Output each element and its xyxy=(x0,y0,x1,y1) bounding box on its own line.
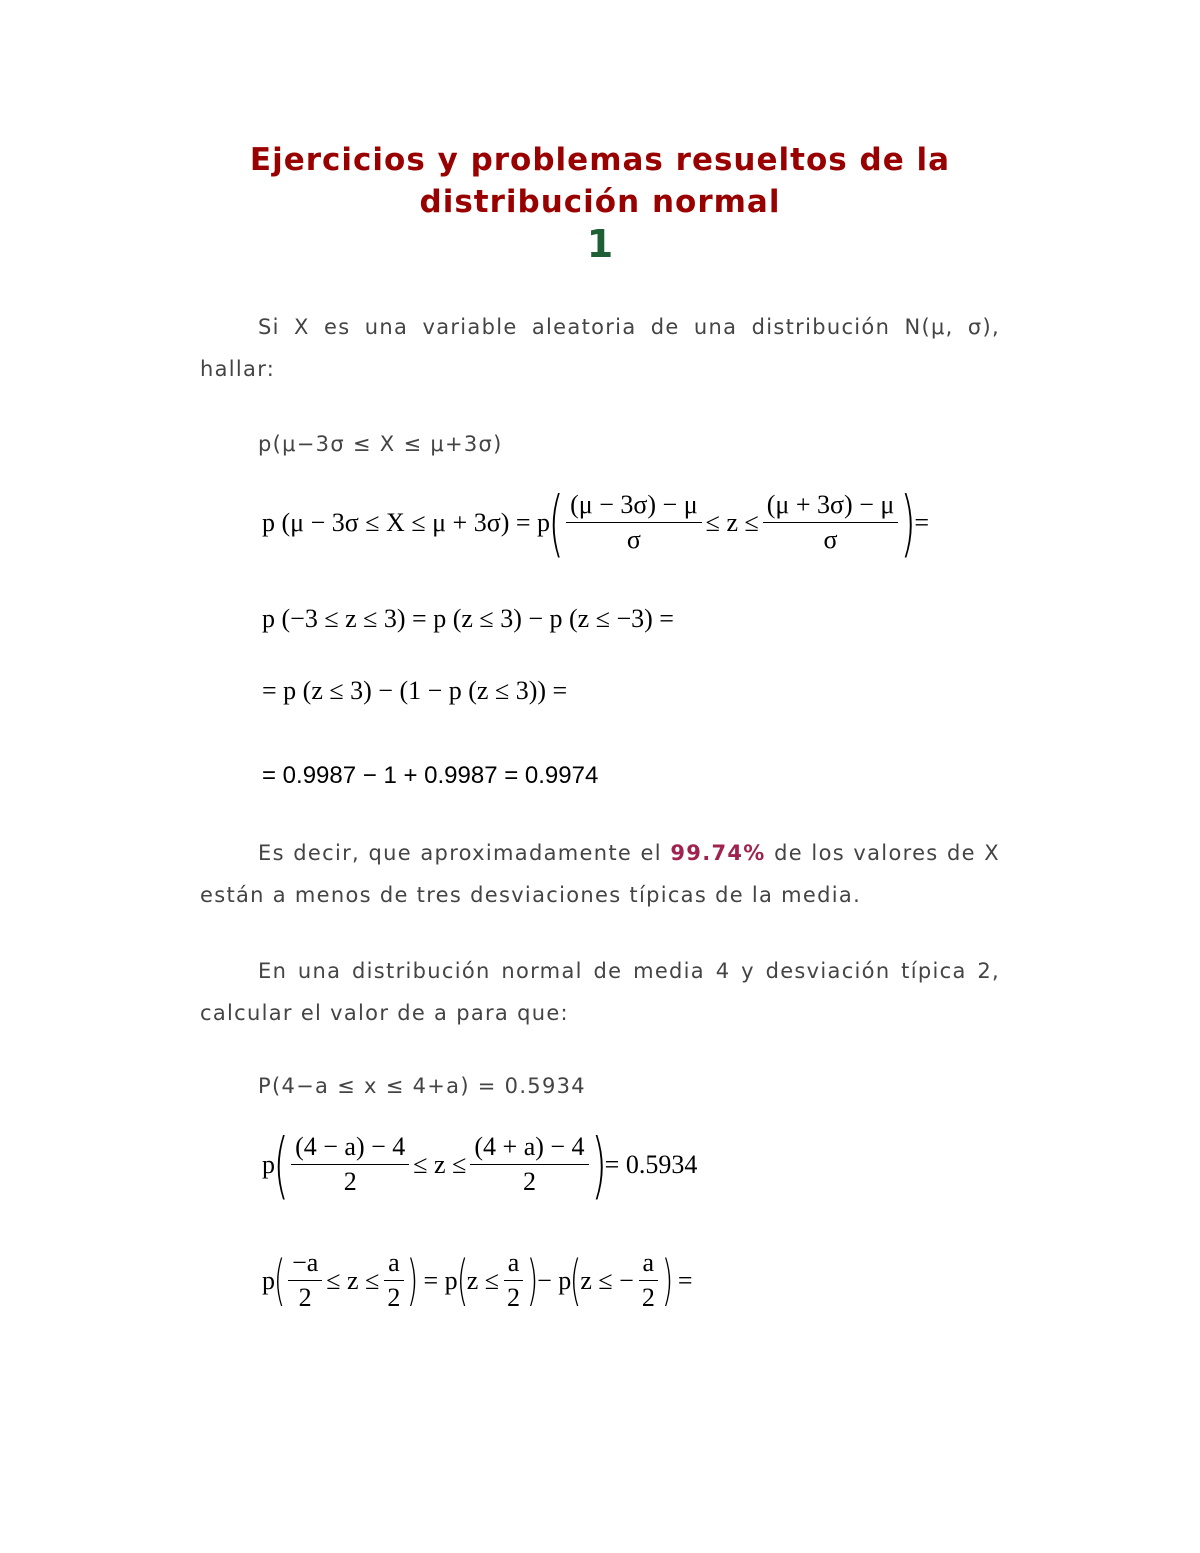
problem1-equation-3: = p (z ≤ 3) − (1 − p (z ≤ 3)) = xyxy=(262,676,568,705)
problem2-equation-1 xyxy=(262,1122,698,1207)
fraction-numerator: (4 − a) − 4 xyxy=(291,1132,409,1165)
problem2-equation-2 xyxy=(262,1248,693,1313)
frac-3 xyxy=(503,1248,524,1313)
eq-end: = xyxy=(677,1265,693,1295)
eq1-end: = xyxy=(914,507,930,537)
conclusion-text: Es decir, que aproximadamente el xyxy=(258,841,671,865)
fraction-denominator: 2 xyxy=(343,1167,357,1196)
eq-z-le-neg: z ≤ − xyxy=(580,1265,634,1295)
conclusion-text-end: de los valores de X están a menos de tres desviaciones típicas de la media. xyxy=(200,841,1000,907)
eq1-middle: ≤ z ≤ xyxy=(705,507,759,537)
fraction-denominator: 2 xyxy=(641,1283,655,1312)
problem2-statement: En una distribución normal de media 4 y desviación típica 2, calcular el valor de a para que: xyxy=(200,959,1000,1025)
highlighted-percentage: 99.74% xyxy=(670,841,766,865)
problem1-equation-2: p (−3 ≤ z ≤ 3) = p (z ≤ 3) − p (z ≤ −3) = xyxy=(262,604,674,633)
problem1-equation-4: = 0.9987 − 1 + 0.9987 = 0.9974 xyxy=(262,762,599,789)
fraction-denominator: σ xyxy=(823,525,838,554)
fraction-numerator: −a xyxy=(288,1248,322,1281)
page-title-line2: distribución normal xyxy=(419,184,781,220)
problem2-question: P(4−a ≤ x ≤ 4+a) = 0.5934 xyxy=(258,1074,586,1098)
eq-z-le: z ≤ xyxy=(466,1265,500,1295)
big-paren-open: ( xyxy=(548,480,564,565)
big-paren-open: ( xyxy=(273,1122,289,1207)
problem1-statement: Si X es una variable aleatoria de una distribución N(μ, σ), hallar: xyxy=(200,315,1000,381)
paren-close: ) xyxy=(526,1248,539,1312)
eq-equals-p: = p xyxy=(423,1265,458,1295)
p2-eq1-middle: ≤ z ≤ xyxy=(413,1149,467,1179)
problem1-question: p(μ−3σ ≤ X ≤ μ+3σ) xyxy=(258,432,503,456)
fraction-numerator: a xyxy=(504,1248,524,1281)
fraction-denominator: 2 xyxy=(522,1167,536,1196)
paren-open: ( xyxy=(570,1248,582,1312)
frac-1 xyxy=(288,1248,322,1313)
p2-fraction-right xyxy=(470,1132,588,1197)
eq-middle: ≤ z ≤ xyxy=(326,1265,380,1295)
p2-eq1-end: = 0.5934 xyxy=(604,1149,698,1179)
paren-open: ( xyxy=(273,1248,286,1312)
big-paren-close: ) xyxy=(900,480,917,565)
eq1-fraction-right xyxy=(763,490,899,555)
fraction-denominator: σ xyxy=(626,525,641,554)
paren-close: ) xyxy=(407,1248,419,1312)
fraction-numerator: a xyxy=(639,1248,659,1281)
frac-4 xyxy=(638,1248,659,1313)
eq-p: p xyxy=(262,1149,275,1179)
eq-minus-p: − p xyxy=(537,1265,572,1295)
fraction-numerator: (4 + a) − 4 xyxy=(470,1132,588,1165)
problem1-equation-1 xyxy=(262,480,930,565)
p2-fraction-left xyxy=(291,1132,409,1197)
fraction-numerator: (μ + 3σ) − μ xyxy=(763,490,899,523)
fraction-numerator: (μ − 3σ) − μ xyxy=(566,490,702,523)
paren-open: ( xyxy=(456,1248,468,1312)
section-number: 1 xyxy=(586,222,614,266)
paren-close: ) xyxy=(661,1248,674,1312)
fraction-denominator: 2 xyxy=(507,1283,521,1312)
problem1-conclusion xyxy=(200,832,1000,916)
fraction-denominator: 2 xyxy=(298,1283,312,1312)
page-title-line1: Ejercicios y problemas resueltos de la xyxy=(249,142,951,178)
fraction-denominator: 2 xyxy=(387,1283,401,1312)
eq1-left: p (μ − 3σ ≤ X ≤ μ + 3σ) = p xyxy=(262,507,551,537)
frac-2 xyxy=(383,1248,404,1313)
big-paren-close: ) xyxy=(590,1122,607,1207)
fraction-numerator: a xyxy=(384,1248,404,1281)
eq1-fraction-left xyxy=(566,490,702,555)
eq-p: p xyxy=(262,1265,275,1295)
